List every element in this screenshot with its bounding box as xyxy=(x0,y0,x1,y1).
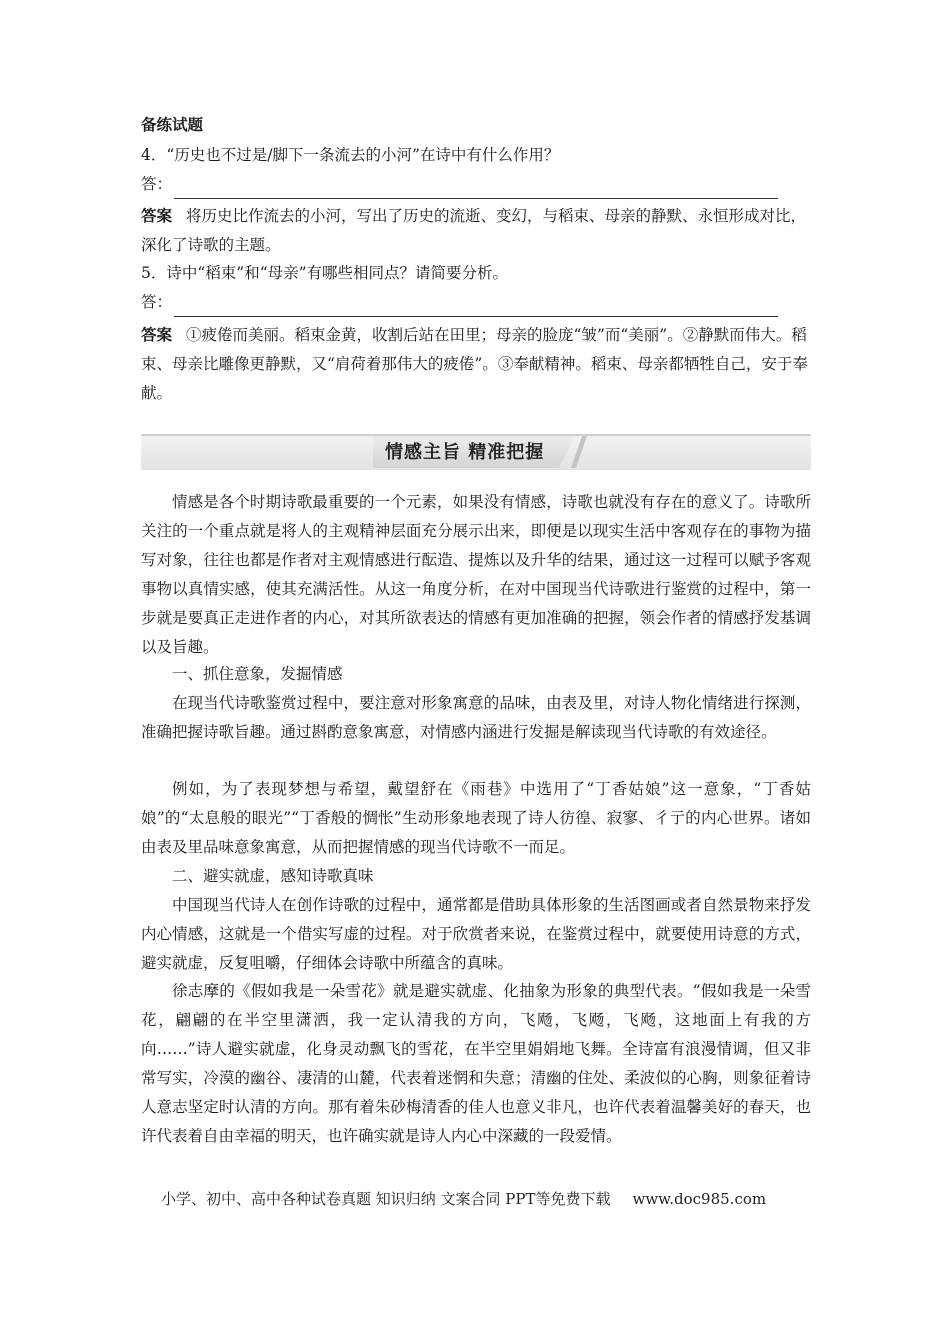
banner-divider xyxy=(141,434,811,436)
answer-line[interactable] xyxy=(174,298,778,317)
answer-prefix: 答： xyxy=(141,293,173,311)
footer-text: 小学、初中、高中各种试卷真题 知识归纳 文案合同 PPT等免费下载 xyxy=(161,1190,611,1208)
section2-para2: 徐志摩的《假如我是一朵雪花》就是避实就虚、化抽象为形象的典型代表。“假如我是一朵雪花，翩翩的在半空里潇洒，我一定认清我的方向，飞飏，飞飏，飞飏，这地面上有我的方向……”诗人避实就虚，化身灵动飘飞的雪花，在半空里娟娟地飞舞。全诗富有浪漫情调，但又非常写实，冷漠的幽谷、凄清的山麓，代表着迷惘和失意；清幽的住处、柔波似的心胸，则象征着诗人意志坚定时认清的方向。那有着朱砂梅清香的佳人也意义非凡，也许代表着温馨美好的春天，也许代表着自由幸福的明天，也许确实就是诗人内心中深藏的一段爱情。 xyxy=(141,982,811,1145)
question-5: 5．诗中“稻束”和“母亲”有哪些相同点？请简要分析。 xyxy=(141,264,509,282)
answer-blank-5[interactable] xyxy=(141,288,778,317)
answer-label: 答案 xyxy=(141,207,173,225)
section1-para2: 例如，为了表现梦想与希望，戴望舒在《雨巷》中选用了“丁香姑娘”这一意象，“丁香姑娘”的“太息般的眼光”“丁香般的惆怅”生动形象地表现了诗人彷徨、寂寥、彳亍的内心世界。诸如由表及里品味意象寓意，从而把握情感的现当代诗歌不一而足。 xyxy=(141,780,811,856)
answer-text: ①疲倦而美丽。稻束金黄，收割后站在田里；母亲的脸庞“皱”而“美丽”。②静默而伟大。稻束、母亲比雕像更静默，又“肩荷着那伟大的疲倦”。③奉献精神。稻束、母亲都牺牲自己，安于奉献。 xyxy=(141,326,808,402)
section2-heading: 二、避实就虚，感知诗歌真味 xyxy=(172,867,374,885)
section1-para1: 在现当代诗歌鉴赏过程中，要注意对形象寓意的品味，由表及里，对诗人物化情绪进行探测，准确把握诗歌旨趣。通过斟酌意象寓意，对情感内涵进行发掘是解读现当代诗歌的有效途径。 xyxy=(141,694,811,741)
answer-line[interactable] xyxy=(174,180,778,199)
answer-5 xyxy=(141,321,811,408)
answer-4 xyxy=(141,202,811,260)
section-label: 备练试题 xyxy=(141,116,204,134)
section1-heading: 一、抓住意象，发掘情感 xyxy=(172,665,343,683)
banner-title: 情感主旨 精准把握 xyxy=(385,442,545,463)
footer-url[interactable]: www.doc985.com xyxy=(632,1190,767,1208)
answer-prefix: 答： xyxy=(141,175,173,193)
section2-para1: 中国现当代诗人在创作诗歌的过程中，通常都是借助具体形象的生活图画或者自然景物来抒发内心情感，这就是一个借实写虚的过程。对于欣赏者来说，在鉴赏过程中，就要使用诗意的方式，避实就虚，反复咀嚼，仔细体会诗歌中所蕴含的真味。 xyxy=(141,896,811,972)
answer-blank-4[interactable] xyxy=(141,170,778,199)
answer-label: 答案 xyxy=(141,326,173,344)
question-4: 4．“历史也不过是/脚下一条流去的小河”在诗中有什么作用？ xyxy=(141,146,560,164)
section-banner xyxy=(141,434,811,470)
intro-paragraph: 情感是各个时期诗歌最重要的一个元素，如果没有情感，诗歌也就没有存在的意义了。诗歌所关注的一个重点就是将人的主观精神层面充分展示出来，即便是以现实生活中客观存在的事物为描写对象，往往也都是作者对主观情感进行酝造、提炼以及升华的结果，通过这一过程可以赋予客观事物以真情实感，使其充满活性。从这一角度分析，在对中国现当代诗歌进行鉴赏的过程中，第一步就是要真正走进作者的内心，对其所欲表达的情感有更加准确的把握，领会作者的情感抒发基调以及旨趣。 xyxy=(141,493,811,656)
answer-text: 将历史比作流去的小河，写出了历史的流逝、变幻，与稻束、母亲的静默、永恒形成对比，深化了诗歌的主题。 xyxy=(141,207,807,254)
footer xyxy=(161,1188,766,1209)
